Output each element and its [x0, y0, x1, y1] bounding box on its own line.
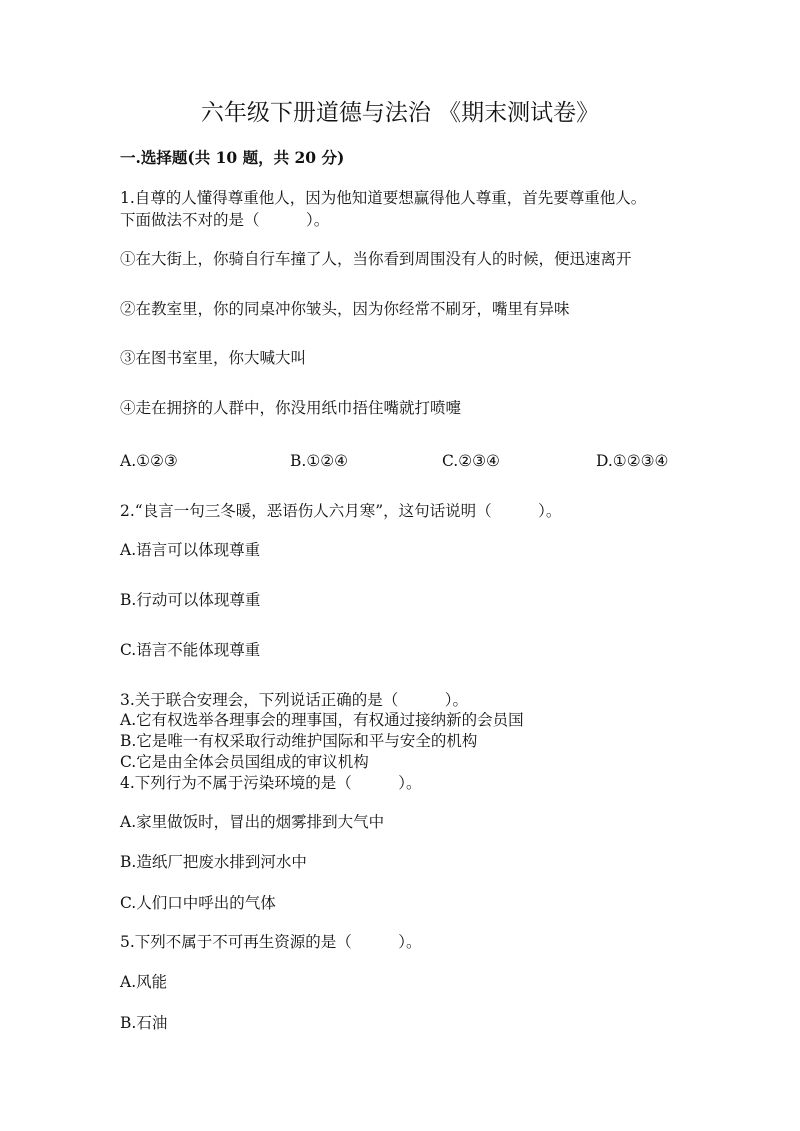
statement-item: ②在教室里，你的同桌冲你皱头，因为你经常不刷牙，嘴里有异味	[120, 300, 570, 318]
option-c: C.语言不能体现尊重	[120, 641, 261, 659]
option-a: A.它有权选举各理事会的理事国，有权通过接纳新的会员国	[120, 711, 524, 729]
option-a: A.风能	[120, 973, 168, 991]
question-stem: 5.下列不属于不可再生资源的是（ ）。	[120, 933, 422, 951]
option-a: A.语言可以体现尊重	[120, 541, 261, 559]
option-a: A.①②③	[120, 452, 178, 470]
question-stem-line: 1.自尊的人懂得尊重他人，因为他知道要想赢得他人尊重，首先要尊重他人。	[120, 189, 647, 207]
option-b: B.①②④	[290, 452, 349, 470]
question-stem: 4.下列行为不属于污染环境的是（ ）。	[120, 774, 422, 792]
option-b: B.行动可以体现尊重	[120, 591, 261, 609]
question-stem: 2.“良言一句三冬暖，恶语伤人六月寒”，这句话说明（ ）。	[120, 502, 562, 520]
option-a: A.家里做饭时，冒出的烟雾排到大气中	[120, 813, 385, 831]
option-c: C.人们口中呼出的气体	[120, 894, 276, 912]
question-stem-line: 下面做法不对的是（ ）。	[120, 211, 330, 229]
statement-item: ④走在拥挤的人群中，你没用纸巾捂住嘴就打喷嚏	[120, 399, 462, 417]
option-c: C.②③④	[442, 452, 500, 470]
exam-title: 六年级下册道德与法治 《期末测试卷》	[200, 100, 600, 126]
option-d: D.①②③④	[596, 452, 669, 470]
statement-item: ①在大街上，你骑自行车撞了人，当你看到周围没有人的时候，便迅速离开	[120, 250, 632, 268]
section-heading: 一.选择题(共 10 题，共 20 分)	[120, 148, 345, 167]
option-b: B.造纸厂把废水排到河水中	[120, 853, 307, 871]
option-b: B.它是唯一有权采取行动维护国际和平与安全的机构	[120, 732, 478, 750]
option-b: B.石油	[120, 1014, 168, 1032]
option-c: C.它是由全体会员国组成的审议机构	[120, 753, 369, 771]
question-stem: 3.关于联合安理会，下列说话正确的是（ ）。	[120, 691, 469, 709]
statement-item: ③在图书室里，你大喊大叫	[120, 349, 307, 367]
